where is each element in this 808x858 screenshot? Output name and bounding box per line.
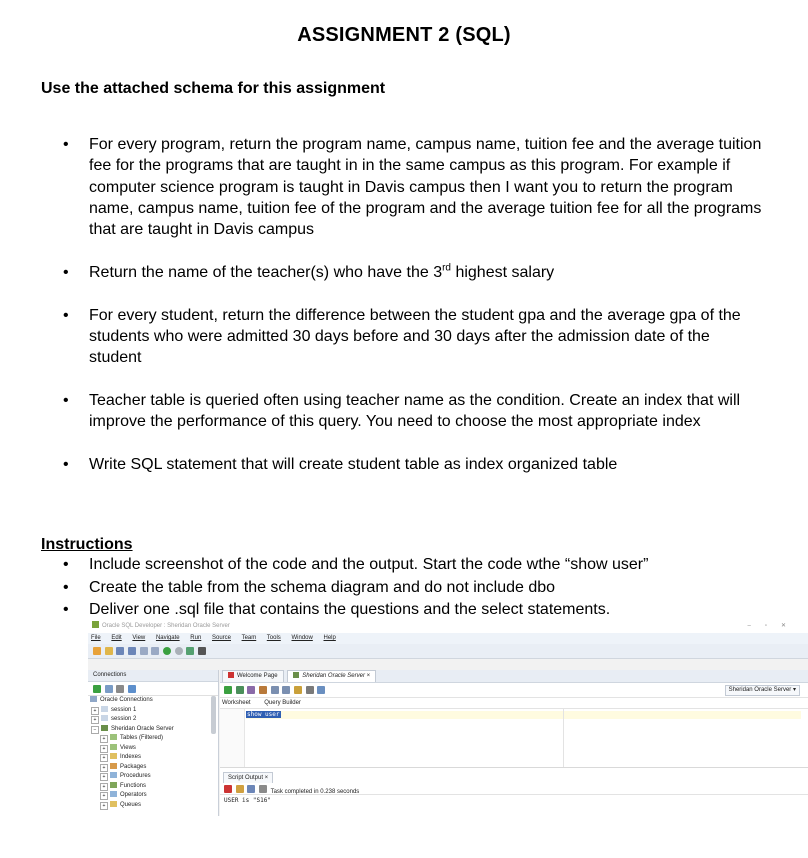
procedures-icon: [110, 772, 117, 778]
ide-title-bar: [88, 620, 808, 633]
ide-window-title: Oracle SQL Developer : Sheridan Oracle Server: [102, 623, 230, 629]
worksheet-toolbar: [220, 683, 808, 698]
menu-team[interactable]: Team: [241, 635, 257, 641]
connections-toolbar: [88, 682, 218, 696]
instruction-item: [0, 599, 808, 622]
ordinal-suffix: rd: [442, 262, 451, 274]
instruction-text: Include screenshot of the code and the output. Start the code wthe “show user”: [89, 556, 649, 573]
tree-node[interactable]: [88, 763, 218, 773]
print-icon[interactable]: [259, 785, 267, 793]
pin-icon[interactable]: [224, 785, 232, 793]
operators-icon: [110, 791, 117, 797]
queues-icon: [110, 801, 117, 807]
tree-node[interactable]: [88, 753, 218, 763]
indexes-icon: [110, 753, 117, 759]
connection-icon: [101, 725, 108, 731]
editor-panel: [220, 670, 808, 816]
question-item-3: [0, 305, 808, 369]
question-item-4: [0, 390, 808, 433]
commit-icon[interactable]: [247, 686, 255, 694]
save-all-icon[interactable]: [128, 647, 136, 655]
tree-node[interactable]: [88, 706, 218, 716]
tree-node[interactable]: [88, 734, 218, 744]
bullet-icon: •: [63, 601, 69, 618]
menu-window[interactable]: Window: [291, 635, 313, 641]
bullet-icon: •: [63, 306, 69, 324]
ide-main-toolbar: [88, 644, 808, 659]
bullet-icon: •: [63, 391, 69, 409]
bullet-icon: •: [63, 455, 69, 473]
code-line[interactable]: [246, 711, 801, 719]
eraser-icon[interactable]: [236, 785, 244, 793]
tree-node[interactable]: [88, 772, 218, 782]
functions-icon: [110, 782, 117, 788]
question-item-2: [0, 262, 808, 283]
tree-node-label: Sheridan Oracle Server: [111, 725, 174, 732]
output-text: USER is "S16": [224, 797, 271, 804]
tree-node-label: Tables (Filtered): [120, 735, 164, 741]
tree-node-label: session 2: [111, 716, 137, 722]
menu-file[interactable]: File: [91, 635, 101, 641]
tab-script-output[interactable]: Script Output ×: [223, 772, 273, 783]
autotrace-icon[interactable]: [282, 686, 290, 694]
clear-icon[interactable]: [306, 686, 314, 694]
tree-node-label: Queues: [120, 801, 142, 808]
undo-icon[interactable]: [140, 647, 148, 655]
output-header: [220, 772, 808, 782]
script-output-panel: [220, 772, 808, 816]
tree-node[interactable]: [88, 715, 218, 725]
expand-icon[interactable]: +: [91, 707, 99, 715]
tree-node-label: Packages: [120, 763, 147, 770]
redo-icon[interactable]: [151, 647, 159, 655]
task-status: Task completed in 0.238 seconds: [270, 789, 360, 795]
oracle-icon: [228, 672, 234, 678]
question-text: Write SQL statement that will create student table as index organized table: [89, 455, 618, 473]
history-icon[interactable]: [317, 686, 325, 694]
editor-gutter: [220, 709, 245, 767]
rollback-icon[interactable]: [259, 686, 267, 694]
tab-label: Sheridan Oracle Server: [302, 673, 365, 679]
assignment-title: ASSIGNMENT 2 (SQL): [297, 24, 511, 46]
folder-icon: [90, 696, 97, 702]
editor-tabs: [220, 670, 808, 683]
connection-icon: [101, 715, 108, 721]
sql-tuning-icon[interactable]: [294, 686, 302, 694]
bullet-icon: •: [63, 136, 69, 153]
tree-node[interactable]: [88, 696, 218, 706]
connection-selector[interactable]: Sheridan Oracle Server ▾: [725, 685, 800, 696]
instruction-text: Deliver one .sql file that contains the questions and the select statements.: [89, 601, 611, 618]
question-text: For every program, return the program name, campus name, tuition fee and the average tuition fee for the programs that are taught in in the same campus as this program. For example if computer science program is taught in Davis campus then I want you to return the program name, campus name, tuition fee of the program and the average tuition fee for all the programs that are taught in Davis campus: [89, 136, 762, 239]
expand-icon[interactable]: +: [100, 764, 108, 772]
question-text-end: highest salary: [451, 263, 555, 281]
add-connection-icon[interactable]: [93, 685, 101, 693]
editor-margin-line: [563, 709, 564, 767]
connection-icon: [101, 706, 108, 712]
app-icon: [92, 621, 99, 628]
open-icon[interactable]: [105, 647, 113, 655]
instruction-item: [0, 554, 808, 577]
tab-query-builder[interactable]: Query Builder: [264, 700, 301, 706]
explain-plan-icon[interactable]: [271, 686, 279, 694]
selected-code[interactable]: show user: [247, 711, 280, 718]
connections-tree: [88, 696, 218, 810]
tree-node-label: Indexes: [120, 754, 142, 760]
connection-selector-label: Sheridan Oracle Server: [728, 687, 792, 693]
ide-menu-bar: [88, 633, 808, 644]
instructions-list: [0, 554, 808, 622]
window-controls-icon[interactable]: –▫✕: [747, 623, 800, 629]
save-icon[interactable]: [116, 647, 124, 655]
tree-node-label: Procedures: [120, 773, 151, 779]
refresh-icon[interactable]: [105, 685, 113, 693]
bullet-icon: •: [63, 263, 69, 281]
expand-icon[interactable]: +: [100, 802, 108, 810]
expand-icon[interactable]: +: [100, 792, 108, 800]
question-item-1: [0, 134, 808, 240]
tab-worksheet[interactable]: Worksheet: [222, 700, 251, 706]
db-icon[interactable]: [186, 647, 194, 655]
output-tab-label: Script Output: [228, 775, 264, 781]
expand-icon[interactable]: +: [100, 783, 108, 791]
tab-sheridan-oracle-server[interactable]: [287, 670, 376, 682]
binoculars-icon[interactable]: [198, 647, 206, 655]
tree-node[interactable]: [88, 782, 218, 792]
tree-node-label: session 1: [111, 706, 137, 713]
question-list: [0, 134, 808, 497]
tab-welcome-page[interactable]: [222, 670, 284, 682]
menu-run[interactable]: Run: [190, 635, 202, 641]
tree-node-label: Operators: [120, 792, 147, 798]
connections-header: Connections: [88, 670, 218, 682]
expand-icon[interactable]: +: [91, 716, 99, 724]
bullet-icon: •: [63, 556, 69, 573]
menu-view[interactable]: View: [132, 635, 146, 641]
expand-icon[interactable]: +: [100, 735, 108, 743]
output-toolbar: [220, 782, 808, 795]
question-text-start: Return the name of the teacher(s) who have the 3: [89, 263, 443, 281]
assignment-subtitle: Use the attached schema for this assignment: [41, 80, 386, 97]
close-tab-icon[interactable]: ×: [366, 673, 371, 679]
collapse-icon[interactable]: −: [91, 726, 99, 734]
expand-icon[interactable]: +: [100, 745, 108, 753]
instruction-item: [0, 577, 808, 600]
bullet-icon: •: [63, 578, 69, 596]
question-text: Teacher table is queried often using teacher name as the condition. Create an index that will improve the performance of this query. You need to choose the most appropriate index: [89, 391, 741, 431]
run-statement-icon[interactable]: [224, 686, 232, 694]
tree-node[interactable]: [88, 725, 218, 735]
instruction-text: Create the table from the schema diagram and do not include dbo: [89, 578, 556, 596]
run-script-icon[interactable]: [236, 686, 244, 694]
tree-scrollbar[interactable]: [211, 696, 216, 734]
tree-node[interactable]: [88, 801, 218, 811]
question-item-5: [0, 454, 808, 475]
tree-node-label: Views: [120, 744, 136, 751]
question-text: For every student, return the difference between the student gpa and the average gpa of the students who were admitted 30 days before and 30 days after the admission date of the student: [89, 306, 741, 367]
views-icon: [110, 744, 117, 750]
worksheet-subtabs: [220, 698, 808, 709]
tree-node[interactable]: [88, 791, 218, 801]
menu-edit[interactable]: Edit: [111, 635, 122, 641]
sql-developer-screenshot: [88, 620, 808, 816]
instructions-heading: Instructions: [41, 536, 133, 553]
tab-label: Welcome Page: [237, 673, 278, 679]
expand-icon[interactable]: +: [100, 773, 108, 781]
filter-icon[interactable]: [116, 685, 124, 693]
connection-icon: [293, 672, 299, 678]
menu-navigate[interactable]: Navigate: [155, 635, 180, 641]
menu-tools[interactable]: Tools: [266, 635, 281, 641]
sql-editor[interactable]: [220, 709, 808, 768]
back-icon[interactable]: [163, 647, 171, 655]
tree-node[interactable]: [88, 744, 218, 754]
save-output-icon[interactable]: [247, 785, 255, 793]
menu-source[interactable]: Source: [211, 635, 231, 641]
forward-icon[interactable]: [175, 647, 183, 655]
new-icon[interactable]: [93, 647, 101, 655]
expand-icon[interactable]: +: [100, 754, 108, 762]
packages-icon: [110, 763, 117, 769]
connections-panel: [88, 670, 219, 816]
menu-help[interactable]: Help: [323, 635, 336, 641]
tables-icon: [110, 734, 117, 740]
schema-icon[interactable]: [128, 685, 136, 693]
tree-node-label: Functions: [120, 782, 147, 789]
tree-node-label: Oracle Connections: [100, 697, 153, 703]
